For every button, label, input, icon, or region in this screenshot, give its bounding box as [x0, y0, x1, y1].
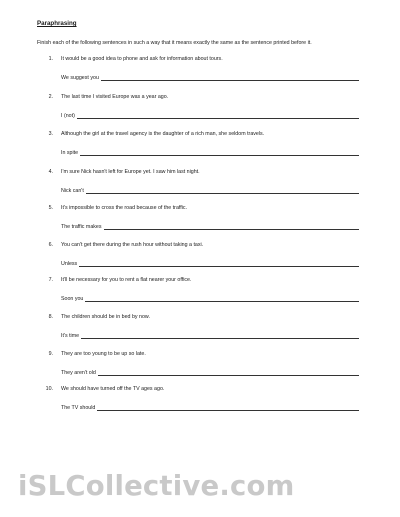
- answer-line[interactable]: [79, 260, 359, 267]
- item-sentence: The last time I visited Europe was a year ago.: [61, 94, 169, 100]
- answer-prompt: Soon you: [61, 296, 84, 302]
- item-number: 1.: [48, 56, 53, 62]
- answer-prompt: We suggest you: [61, 75, 99, 81]
- item-number: 8.: [48, 314, 53, 320]
- answer-row: [61, 111, 359, 119]
- answer-prompt: Unless: [61, 261, 78, 267]
- answer-prompt: In spite: [61, 150, 79, 156]
- answer-line[interactable]: [86, 187, 359, 194]
- answer-line[interactable]: [104, 223, 359, 230]
- item-number: 2.: [48, 94, 53, 100]
- answer-prompt: Nick can't: [61, 188, 84, 194]
- item-number: 7.: [48, 277, 53, 283]
- answer-line[interactable]: [81, 332, 359, 339]
- item-sentence: You can't get there during the rush hour without taking a taxi.: [61, 242, 204, 248]
- answer-prompt: It's time: [61, 333, 80, 339]
- answer-row: [61, 331, 359, 339]
- item-sentence: The children should be in bed by now.: [61, 314, 150, 320]
- item-number: 6.: [48, 242, 53, 248]
- answer-row: [61, 148, 359, 156]
- item-sentence: It'll be necessary for you to rent a flat nearer your office.: [61, 277, 192, 283]
- answer-row: [61, 403, 359, 411]
- answer-line[interactable]: [77, 112, 359, 119]
- answer-prompt: They aren't old: [61, 370, 96, 376]
- instructions: Finish each of the following sentences in such a way that it means exactly the same as the sentence printed before it.: [37, 40, 312, 46]
- item-sentence: Although the girl at the travel agency is the daughter of a rich man, she seldom travels.: [61, 131, 265, 137]
- site-watermark: iSLCollective.com: [18, 470, 295, 502]
- item-sentence: They are too young to be up so late.: [61, 351, 146, 357]
- answer-row: [61, 222, 359, 230]
- item-number: 10.: [45, 386, 53, 392]
- item-number: 9.: [48, 351, 53, 357]
- item-sentence: It would be a good idea to phone and ask for information about tours.: [61, 56, 223, 62]
- answer-prompt: The TV should: [61, 405, 96, 411]
- answer-row: [61, 73, 359, 81]
- item-number: 5.: [48, 205, 53, 211]
- item-sentence: We should have turned off the TV ages ago.: [61, 386, 165, 392]
- item-number: 3.: [48, 131, 53, 137]
- item-sentence: It's impossible to cross the road because of the traffic.: [61, 205, 188, 211]
- answer-prompt: The traffic makes: [61, 224, 102, 230]
- page-title: Paraphrasing: [37, 20, 77, 27]
- answer-row: [61, 294, 359, 302]
- answer-row: [61, 259, 359, 267]
- answer-line[interactable]: [101, 74, 359, 81]
- answer-row: [61, 186, 359, 194]
- answer-row: [61, 368, 359, 376]
- answer-line[interactable]: [98, 369, 359, 376]
- answer-line[interactable]: [80, 149, 359, 156]
- answer-line[interactable]: [85, 295, 359, 302]
- answer-prompt: I (not): [61, 113, 75, 119]
- item-number: 4.: [48, 169, 53, 175]
- answer-line[interactable]: [97, 404, 359, 411]
- item-sentence: I'm sure Nick hasn't left for Europe yet. I saw him last night.: [61, 169, 200, 175]
